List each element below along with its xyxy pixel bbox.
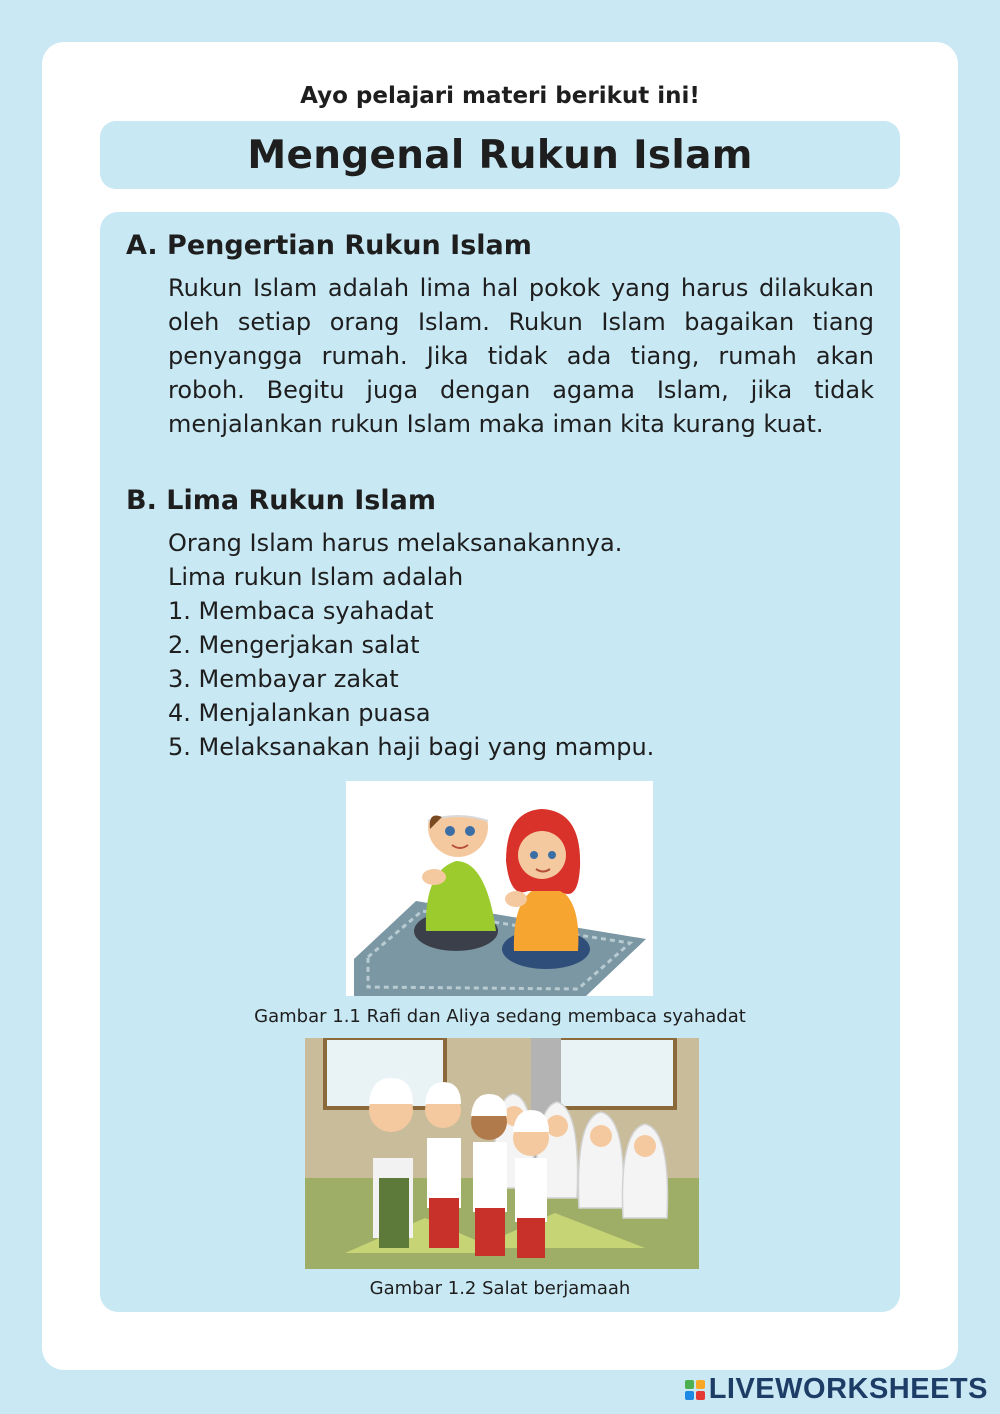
- section-b-intro: Lima rukun Islam adalah: [168, 563, 464, 591]
- list-item: 5. Melaksanakan haji bagi yang mampu.: [168, 733, 655, 761]
- figure-2-image: [305, 1038, 699, 1269]
- list-item: 3. Membayar zakat: [168, 665, 399, 693]
- praying-children-illustration: [346, 781, 653, 996]
- list-item: 4. Menjalankan puasa: [168, 699, 431, 727]
- page-title: Mengenal Rukun Islam: [247, 132, 753, 178]
- section-a-paragraph: Rukun Islam adalah lima hal pokok yang harus dilakukan oleh setiap orang Islam. Rukun Islam bagaikan tiang penyangga rumah. Jika tidak ada tiang, rumah akan roboh. Begitu juga dengan agama Islam, jika tidak menjalankan rukun Islam maka iman kita kurang kuat.: [168, 274, 874, 438]
- title-banner: [100, 121, 900, 189]
- figure-1-caption: Gambar 1.1 Rafi dan Aliya sedang membaca syahadat: [254, 1006, 746, 1027]
- section-b-intro: Orang Islam harus melaksanakannya.: [168, 529, 623, 557]
- liveworksheets-logo: [685, 1373, 988, 1406]
- section-b-list: [168, 526, 874, 764]
- section-b-heading: B. Lima Rukun Islam: [126, 485, 436, 516]
- page-subtitle: Ayo pelajari materi berikut ini!: [300, 83, 700, 109]
- brand-name: LIVEWORKSHEETS: [708, 1373, 988, 1405]
- figure-2-caption: Gambar 1.2 Salat berjamaah: [369, 1278, 631, 1299]
- list-item: 2. Mengerjakan salat: [168, 631, 420, 659]
- figure-1-image: [346, 781, 653, 996]
- group-prayer-illustration: [305, 1038, 699, 1269]
- brand-squares-icon: [685, 1380, 705, 1400]
- list-item: 1. Membaca syahadat: [168, 597, 434, 625]
- section-a-heading: A. Pengertian Rukun Islam: [126, 230, 532, 261]
